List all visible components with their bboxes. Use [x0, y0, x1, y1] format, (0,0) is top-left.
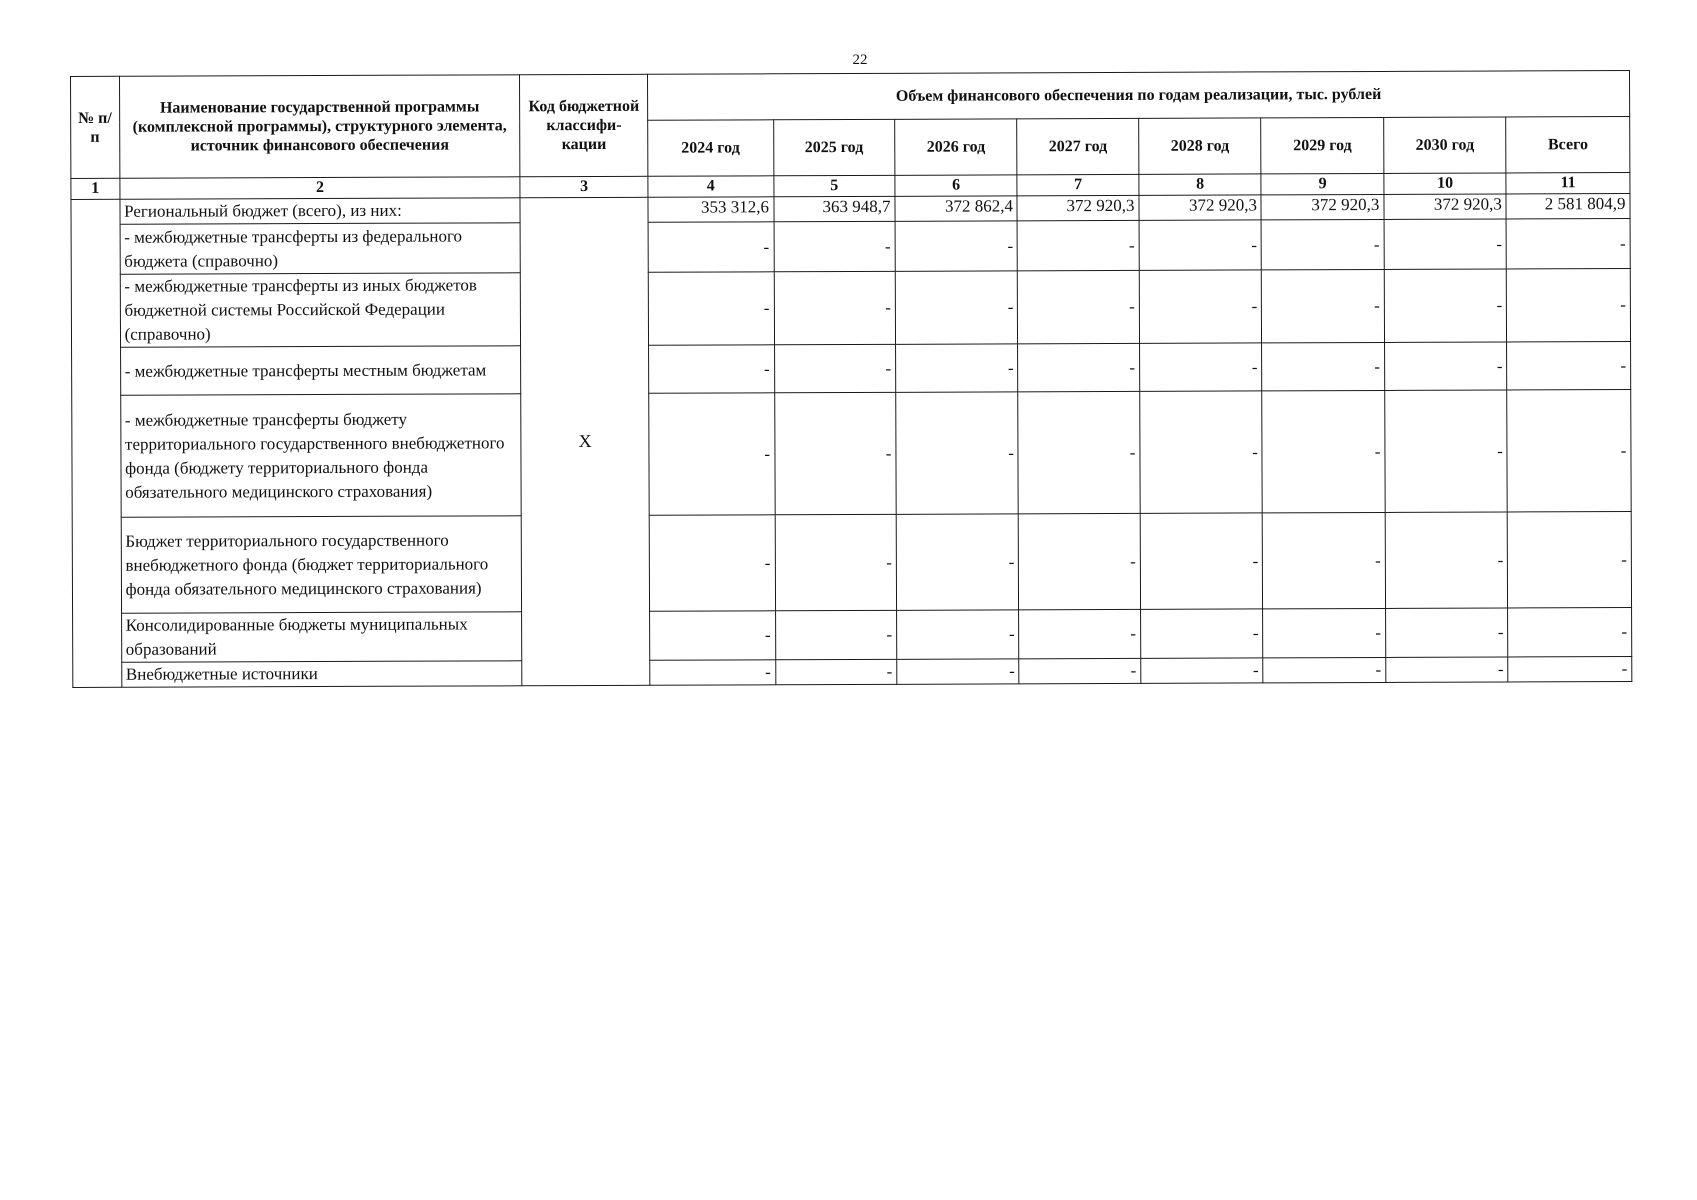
value-cell: - [1508, 657, 1632, 682]
value-cell: - [1507, 269, 1631, 342]
column-number: 5 [773, 175, 895, 196]
value-cell: - [1261, 219, 1384, 269]
value-cell: 372 920,3 [1384, 194, 1507, 219]
column-number: 2 [119, 177, 520, 200]
value-cell: - [1140, 391, 1263, 513]
value-cell: - [1508, 512, 1632, 608]
row-name: - межбюджетные трансферты из иных бюджетов бюджетной системы Российской Федерации (справочно) [120, 273, 521, 348]
table-row [73, 657, 1632, 688]
table-row [72, 342, 1631, 396]
value-cell: - [1384, 342, 1507, 390]
value-cell: - [1506, 219, 1630, 269]
value-cell: - [1385, 608, 1508, 657]
value-cell: - [650, 611, 776, 660]
num-cell [71, 199, 121, 687]
row-name: - межбюджетные трансферты бюджету территориального государственного внебюджетного фонда (бюджету территориального фонда обязательного медицинского страхования) [120, 394, 521, 518]
table-row [73, 608, 1632, 663]
value-cell: - [1386, 657, 1509, 682]
value-cell: - [1139, 343, 1262, 391]
value-cell: - [896, 514, 1019, 610]
value-cell: - [1019, 658, 1141, 683]
row-name: - межбюджетные трансферты из федерального бюджета (справочно) [120, 223, 521, 275]
value-cell: - [1384, 219, 1507, 269]
header-year: 2028 год [1139, 118, 1262, 174]
financing-table [70, 70, 1632, 688]
page-number: 22 [852, 52, 868, 68]
value-cell: - [1508, 608, 1632, 657]
value-cell: - [775, 659, 897, 684]
value-cell: - [1385, 390, 1508, 512]
header-year: 2024 год [648, 120, 774, 176]
column-number: 4 [648, 176, 774, 197]
header-year: 2030 год [1384, 117, 1507, 173]
table-row [72, 512, 1631, 614]
value-cell: - [775, 514, 897, 610]
table-row [71, 269, 1630, 348]
header-year: 2027 год [1017, 118, 1139, 174]
value-cell: - [1141, 658, 1264, 683]
header-volume: Объем финансового обеспечения по годам реализации, тыс. рублей [647, 71, 1629, 121]
value-cell: - [649, 515, 775, 611]
value-cell: - [895, 271, 1018, 344]
value-cell: - [897, 659, 1020, 684]
value-cell: - [775, 610, 897, 659]
value-cell: - [1139, 270, 1262, 343]
value-cell: - [1019, 609, 1141, 658]
value-cell: - [895, 221, 1018, 271]
column-number: 7 [1017, 174, 1139, 195]
value-cell: 372 920,3 [1139, 195, 1262, 220]
value-cell: 363 948,7 [773, 196, 895, 221]
value-cell: - [1384, 269, 1507, 342]
value-cell: - [648, 272, 774, 345]
value-cell: - [896, 344, 1019, 392]
value-cell: - [1262, 342, 1385, 390]
header-year: 2026 год [895, 119, 1018, 175]
header-num: № п/п [71, 76, 120, 178]
value-cell: 372 920,3 [1261, 194, 1384, 219]
value-cell: - [1018, 220, 1140, 270]
header-year: 2025 год [773, 119, 895, 175]
table-row [72, 390, 1631, 518]
column-number: 11 [1506, 173, 1630, 194]
header-year: 2029 год [1261, 117, 1384, 173]
header-total: Всего [1506, 117, 1630, 173]
value-cell: - [1019, 513, 1141, 609]
value-cell: 353 312,6 [648, 197, 774, 222]
budget-code-cell: Х [520, 197, 649, 685]
column-number: 3 [520, 176, 648, 197]
column-number: 6 [895, 175, 1018, 196]
value-cell: - [649, 345, 775, 393]
row-name: Бюджет территориального государственного внебюджетного фонда (бюджет территориального фонда обязательного медицинского страхования) [121, 516, 522, 614]
value-cell: - [897, 610, 1020, 659]
column-number: 10 [1384, 173, 1507, 194]
table-row [71, 219, 1630, 275]
row-name: - межбюджетные трансферты местным бюджетам [120, 346, 521, 396]
header-code: Код бюджетной классифи-кации [520, 74, 648, 176]
value-cell: - [1263, 512, 1386, 608]
value-cell: - [1139, 220, 1262, 270]
row-name: Консолидированные бюджеты муниципальных образований [121, 612, 522, 663]
value-cell: - [1140, 513, 1263, 609]
value-cell: - [1018, 270, 1140, 343]
column-number: 8 [1139, 174, 1262, 195]
column-number: 9 [1261, 173, 1384, 194]
value-cell: - [774, 344, 896, 392]
value-cell: - [649, 393, 775, 515]
value-cell: - [1263, 657, 1386, 682]
value-cell: - [774, 392, 896, 514]
value-cell: - [1140, 609, 1263, 658]
value-cell: - [896, 392, 1019, 514]
value-cell: 372 862,4 [895, 196, 1018, 221]
row-name: Региональный бюджет (всего), из них: [120, 198, 521, 225]
value-cell: - [650, 660, 776, 685]
value-cell: - [648, 222, 774, 272]
value-cell: - [1018, 391, 1140, 513]
value-cell: - [1262, 390, 1385, 512]
value-cell: - [1385, 512, 1508, 608]
value-cell: - [1507, 342, 1631, 390]
value-cell: - [1018, 343, 1140, 391]
value-cell: - [774, 221, 896, 271]
value-cell: 2 581 804,9 [1506, 194, 1630, 219]
header-name: Наименование государственной программы (комплексной программы), структурного элемента, источник финансового обеспечения [119, 75, 520, 179]
value-cell: - [774, 271, 896, 344]
value-cell: - [1263, 608, 1386, 657]
value-cell: - [1507, 390, 1631, 512]
value-cell: 372 920,3 [1017, 195, 1139, 220]
row-name: Внебюджетные источники [121, 661, 522, 688]
column-number: 1 [71, 178, 120, 199]
value-cell: - [1262, 269, 1385, 342]
